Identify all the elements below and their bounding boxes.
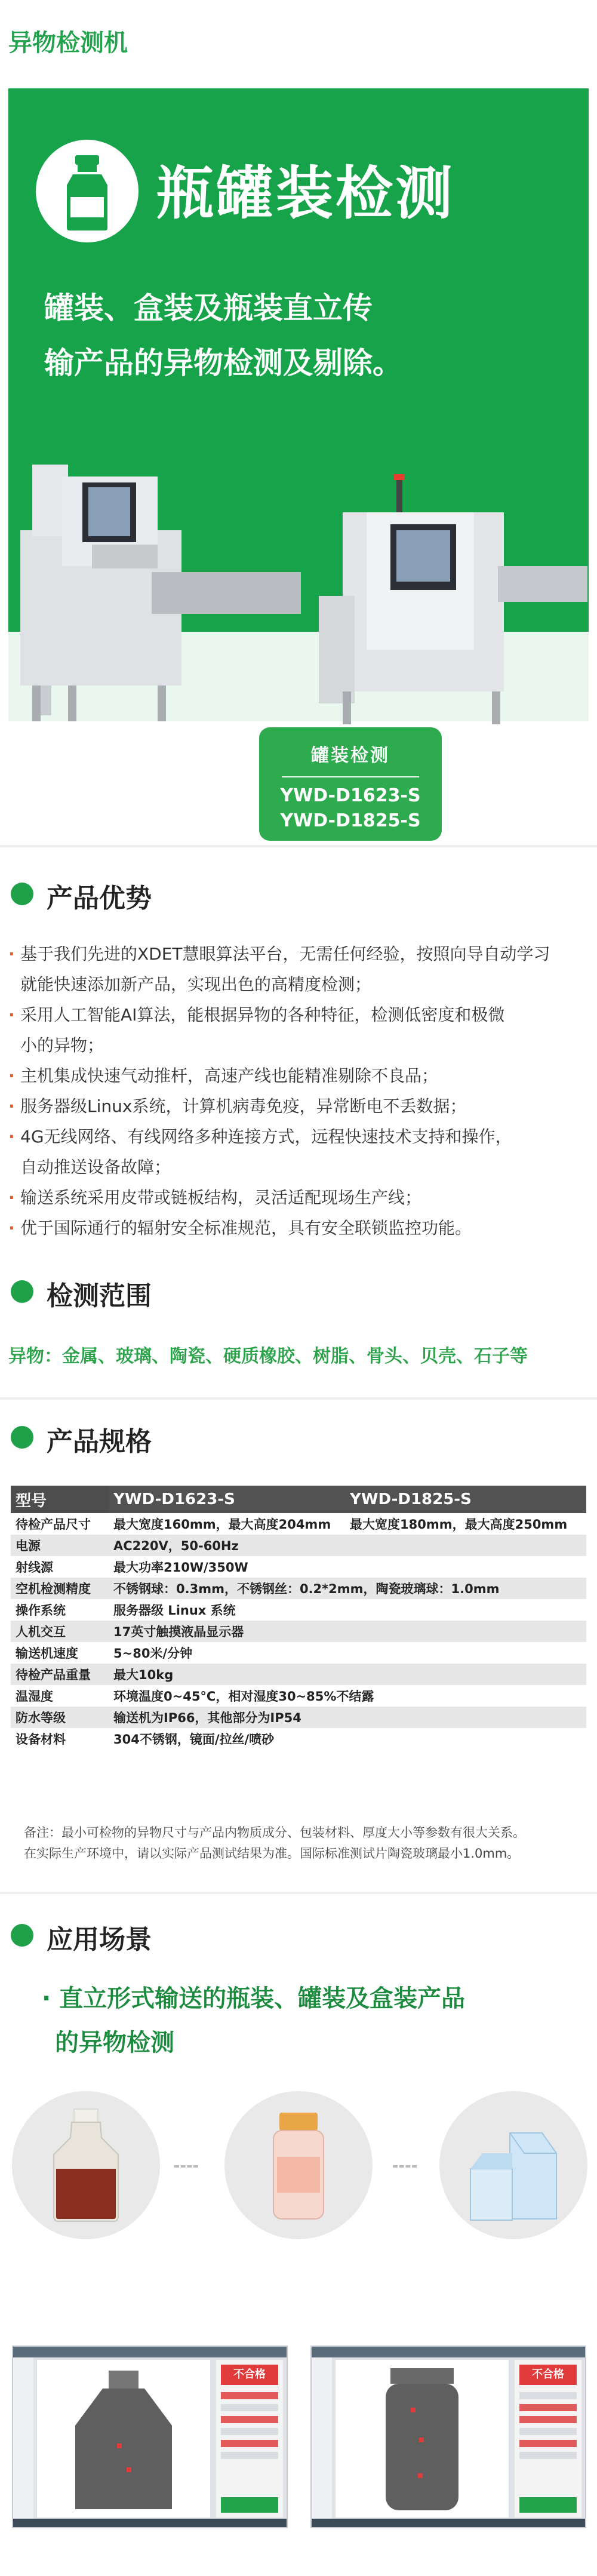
result-row bbox=[519, 2428, 577, 2435]
xray-viewer bbox=[37, 2360, 210, 2517]
bottle-icon bbox=[36, 140, 139, 242]
result-row bbox=[221, 2404, 278, 2411]
screen-title-bar bbox=[312, 2347, 585, 2357]
hero-title: 瓶罐装检测 bbox=[156, 160, 455, 227]
table-row bbox=[11, 1513, 586, 1535]
result-row bbox=[519, 2392, 577, 2399]
hero-banner bbox=[0, 88, 597, 831]
result-row bbox=[221, 2440, 278, 2447]
model-card bbox=[259, 727, 442, 841]
spec-value: 环境温度0~45°C，相对湿度30~85%不结露 bbox=[109, 1685, 586, 1707]
list-item-line: 小的异物； bbox=[20, 1035, 104, 1055]
spec-key: 人机交互 bbox=[11, 1621, 109, 1642]
dash-connector bbox=[393, 2165, 417, 2168]
result-row bbox=[221, 2428, 278, 2435]
spec-value: 最大宽度180mm，最大高度250mm bbox=[345, 1513, 586, 1535]
spec-value: 5~80米/分钟 bbox=[109, 1642, 586, 1664]
xray-viewer bbox=[336, 2360, 509, 2517]
spec-value: AC220V，50-60Hz bbox=[109, 1535, 586, 1556]
spec-value: 不锈钢球：0.3mm，不锈钢丝：0.2*2mm，陶瓷玻璃球：1.0mm bbox=[109, 1578, 586, 1599]
list-item-line: 就能快速添加新产品，实现出色的高精度检测； bbox=[20, 975, 372, 994]
model-card-separator bbox=[282, 776, 419, 777]
model-name: YWD-D1825-S bbox=[280, 810, 421, 831]
section-dot bbox=[11, 883, 33, 905]
table-row bbox=[11, 1664, 586, 1685]
table-row bbox=[11, 1621, 586, 1642]
bottle-badge bbox=[36, 140, 139, 242]
table-row bbox=[11, 1707, 586, 1728]
spec-key: 空机检测精度 bbox=[11, 1578, 109, 1599]
table-header-cell: 型号 bbox=[11, 1486, 109, 1513]
table-row bbox=[11, 1685, 586, 1707]
application-line: · 直立形式输送的瓶装、罐装及盒装产品 bbox=[42, 1985, 466, 2012]
model-card-title: 罐装检测 bbox=[311, 745, 390, 766]
inspection-screen bbox=[12, 2346, 288, 2528]
list-item-line: · 4G无线网络、有线网络多种连接方式，远程快速技术支持和操作， bbox=[20, 1127, 512, 1146]
product-circle bbox=[224, 2091, 373, 2239]
section-title: 产品优势 bbox=[47, 883, 152, 914]
section-dot bbox=[11, 1924, 33, 1947]
section-title: 应用场景 bbox=[47, 1925, 152, 1955]
result-row bbox=[519, 2452, 577, 2459]
jar-icon bbox=[224, 2091, 373, 2239]
result-row bbox=[519, 2416, 577, 2423]
table-header-row bbox=[11, 1486, 586, 1513]
list-item-line: · 服务器级Linux系统，计算机病毒免疫，异常断电不丢数据； bbox=[20, 1096, 467, 1116]
stop-button[interactable] bbox=[221, 2497, 278, 2513]
list-item-line: · 基于我们先进的XDET慧眼算法平台，无需任何经验，按照向导自动学习 bbox=[20, 944, 550, 964]
stop-button[interactable] bbox=[519, 2497, 577, 2513]
list-item bbox=[8, 1091, 589, 1121]
spec-value: 最大功率210W/350W bbox=[109, 1556, 586, 1578]
spec-key: 电源 bbox=[11, 1535, 109, 1556]
result-row bbox=[221, 2392, 278, 2399]
spec-table bbox=[11, 1486, 586, 1750]
hero-subtitle-line: 输产品的异物检测及剔除。 bbox=[44, 346, 402, 380]
table-row bbox=[11, 1642, 586, 1664]
spec-key: 温湿度 bbox=[11, 1685, 109, 1707]
list-item bbox=[8, 1213, 589, 1243]
section-title: 产品规格 bbox=[47, 1427, 152, 1457]
section-divider bbox=[0, 845, 597, 847]
model-name: YWD-D1623-S bbox=[280, 785, 421, 806]
spec-value: 最大10kg bbox=[109, 1664, 586, 1685]
screen-footer bbox=[312, 2519, 585, 2527]
section-title: 检测范围 bbox=[47, 1281, 152, 1311]
inspection-screen bbox=[310, 2346, 586, 2528]
list-item bbox=[8, 1060, 589, 1091]
spec-key: 操作系统 bbox=[11, 1599, 109, 1621]
list-item bbox=[8, 1121, 589, 1182]
result-row bbox=[519, 2440, 577, 2447]
spec-key: 防水等级 bbox=[11, 1707, 109, 1728]
spec-key: 待检产品尺寸 bbox=[11, 1513, 109, 1535]
spec-key: 输送机速度 bbox=[11, 1642, 109, 1664]
table-row bbox=[11, 1535, 586, 1556]
spec-key: 射线源 bbox=[11, 1556, 109, 1578]
result-panel bbox=[216, 2360, 283, 2517]
note-line: 在实际生产环境中，请以实际产品测试结果为准。国际标准测试片陶瓷玻璃最小1.0mm。 bbox=[24, 1846, 520, 1861]
table-row bbox=[11, 1599, 586, 1621]
spec-key: 设备材料 bbox=[11, 1728, 109, 1750]
screen-sidebar bbox=[312, 2357, 332, 2519]
dash-connector bbox=[174, 2165, 198, 2168]
list-item bbox=[8, 939, 589, 1000]
advantages-list bbox=[8, 939, 589, 1243]
table-header-cell: YWD-D1825-S bbox=[345, 1486, 586, 1513]
result-panel bbox=[515, 2360, 581, 2517]
spec-note bbox=[24, 1822, 585, 1864]
spec-value: 服务器级 Linux 系统 bbox=[109, 1599, 586, 1621]
page-title: 异物检测机 bbox=[8, 29, 128, 57]
list-item bbox=[8, 1000, 589, 1060]
list-item-line: · 主机集成快速气动推杆，高速产线也能精准剔除不良品； bbox=[20, 1066, 439, 1086]
result-row bbox=[221, 2452, 278, 2459]
list-item-line: · 采用人工智能AI算法，能根据异物的各种特征，检测低密度和极微 bbox=[20, 1005, 505, 1025]
table-row bbox=[11, 1556, 586, 1578]
screen-sidebar bbox=[13, 2357, 33, 2519]
milk-carton-icon bbox=[439, 2091, 587, 2239]
section-dot bbox=[11, 1280, 33, 1303]
spec-value: 17英寸触摸液晶显示器 bbox=[109, 1621, 586, 1642]
spec-value: 最大宽度160mm，最大高度204mm bbox=[109, 1513, 345, 1535]
bottle-xray-icon bbox=[37, 2360, 210, 2517]
section-dot bbox=[11, 1426, 33, 1449]
ng-badge: 不合格 bbox=[519, 2365, 577, 2385]
spec-value: 304不锈钢，镜面/拉丝/喷砂 bbox=[109, 1728, 586, 1750]
screen-footer bbox=[13, 2519, 287, 2527]
product-circle bbox=[439, 2091, 587, 2239]
table-row bbox=[11, 1578, 586, 1599]
jar-xray-icon bbox=[336, 2360, 509, 2517]
ng-badge: 不合格 bbox=[221, 2365, 278, 2385]
list-item-line: 自动推送设备故障； bbox=[20, 1157, 171, 1177]
table-header-cell: YWD-D1623-S bbox=[109, 1486, 345, 1513]
list-item-line: · 优于国际通行的辐射安全标准规范，具有安全联锁监控功能。 bbox=[20, 1218, 472, 1238]
list-item-line: · 输送系统采用皮带或链板结构，灵活适配现场生产线； bbox=[20, 1188, 422, 1207]
hero-subtitle-line: 罐装、盒装及瓶装直立传 bbox=[44, 291, 373, 325]
table-row bbox=[11, 1728, 586, 1750]
screen-title-bar bbox=[13, 2347, 287, 2357]
spec-value: 输送机为IP66，其他部分为IP54 bbox=[109, 1707, 586, 1728]
list-item bbox=[8, 1182, 589, 1213]
scope-text: 异物：金属、玻璃、陶瓷、硬质橡胶、树脂、骨头、贝壳、石子等 bbox=[8, 1346, 528, 1367]
inspection-machines-illustration bbox=[8, 423, 589, 733]
section-divider bbox=[0, 1892, 597, 1894]
product-circle bbox=[12, 2091, 160, 2239]
medicine-bottle-icon bbox=[12, 2091, 160, 2239]
hero-subtitle bbox=[44, 281, 426, 391]
application-line: 的异物检测 bbox=[55, 2029, 174, 2057]
section-divider bbox=[0, 1397, 597, 1400]
result-row bbox=[519, 2404, 577, 2411]
note-line: 备注：最小可检物的异物尺寸与产品内物质成分、包装材料、厚度大小等参数有很大关系。 bbox=[24, 1825, 525, 1840]
result-row bbox=[221, 2416, 278, 2423]
spec-key: 待检产品重量 bbox=[11, 1664, 109, 1685]
